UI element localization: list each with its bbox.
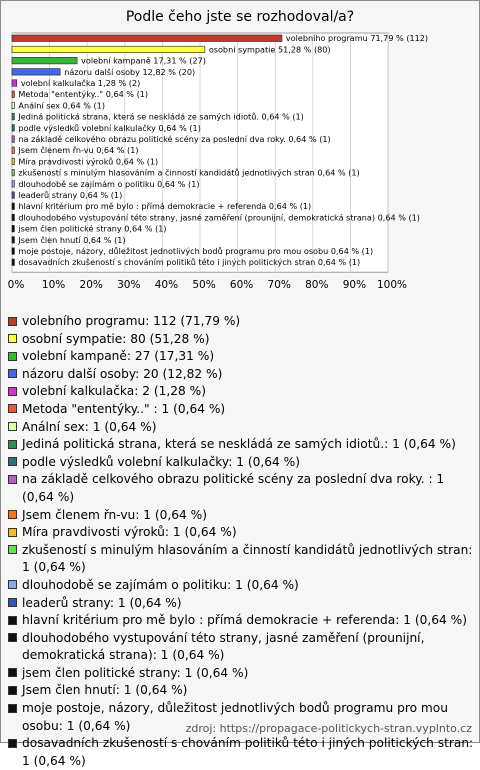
legend-item	[8, 595, 474, 613]
legend-label: na základě celkového obrazu politické scény za poslední dva roky. : 1 (0,64 %)	[22, 472, 445, 504]
legend-label: Metoda "ententýky.." : 1 (0,64 %)	[22, 401, 226, 416]
x-tick-label: 80%	[305, 279, 329, 292]
bar	[12, 214, 14, 221]
x-tick-label: 10%	[41, 279, 66, 292]
legend-label: osobní sympatie: 80 (51,28 %)	[22, 331, 210, 346]
legend-swatch	[8, 510, 17, 519]
legend-swatch	[8, 475, 17, 484]
legend-swatch	[8, 404, 17, 413]
bar	[12, 46, 205, 53]
bar-label: moje postoje, názory, důležitost jednotlivých bodů programu pro mou osobu 0,64 % (1)	[18, 246, 374, 256]
legend-label: leaderů strany: 1 (0,64 %)	[22, 595, 182, 610]
legend-swatch	[8, 422, 17, 431]
x-tick-label: 20%	[79, 279, 103, 292]
x-tick-label: 30%	[117, 279, 141, 292]
legend-swatch	[8, 580, 17, 589]
legend-item	[8, 383, 474, 401]
bar	[12, 248, 14, 255]
bar	[12, 125, 14, 132]
legend-swatch	[8, 352, 17, 361]
legend-item	[8, 401, 474, 419]
bar	[12, 169, 14, 176]
bar-label: Anální sex 0,64 % (1)	[18, 100, 105, 111]
bar	[12, 57, 77, 64]
bar-label: Jsem člen hnutí 0,64 % (1)	[18, 234, 126, 245]
legend-item	[8, 436, 474, 454]
x-tick-label: 90%	[342, 279, 367, 292]
legend-item	[8, 577, 474, 595]
legend-item	[8, 366, 474, 384]
legend-item	[8, 735, 474, 770]
bar-label: zkušeností s minulým hlasováním a činností kandidátů jednotlivých stran 0,64 % (1)	[18, 167, 360, 178]
bar	[12, 259, 14, 266]
bar-chart-plot	[0, 0, 480, 310]
legend-label: dosavadních zkušeností s chováním politiků této i jiných politických stran: 1 (0,64 %)	[22, 736, 474, 768]
legend-label: moje postoje, názory, důležitost jednotlivých bodů programu pro mou osobu: 1 (0,64 %)	[22, 701, 448, 733]
bar	[12, 102, 14, 109]
legend-item	[8, 542, 474, 577]
legend-item	[8, 313, 474, 331]
x-tick-label: 0%	[7, 279, 25, 292]
legend-swatch	[8, 457, 17, 466]
legend-label: volební kalkulačka: 2 (1,28 %)	[22, 384, 206, 399]
bar-label: Jediná politická strana, která se neskládá ze samých idiotů. 0,64 % (1)	[18, 111, 304, 122]
bar-label: názoru další osoby 12,82 % (20)	[64, 66, 196, 77]
bar-label: leaderů strany 0,64 % (1)	[18, 190, 123, 200]
legend-swatch	[8, 528, 17, 537]
legend-label: názoru další osoby: 20 (12,82 %)	[22, 366, 223, 381]
bar-label: volební kampaně 17,31 % (27)	[81, 55, 206, 66]
legend-swatch	[8, 545, 17, 554]
bar-label: hlavní kritérium pro mě bylo : přímá demokracie + referenda 0,64 % (1)	[18, 201, 312, 212]
legend-label: dlouhodobého vystupování této strany, jasné zaměření (prounijní, demokratická strana): 1 (0,64 %)	[22, 630, 425, 663]
legend-swatch	[8, 616, 17, 625]
bar	[12, 69, 60, 76]
bar	[12, 181, 14, 188]
legend-swatch	[8, 387, 17, 396]
x-tick-label: 40%	[154, 279, 179, 292]
legend-label: volebního programu: 112 (71,79 %)	[22, 314, 241, 328]
legend-swatch	[8, 598, 17, 607]
legend-label: Jsem člen hnutí: 1 (0,64 %)	[22, 683, 188, 698]
bar-label: jsem člen politické strany 0,64 % (1)	[18, 223, 167, 234]
legend-item	[8, 524, 474, 542]
legend-swatch	[8, 334, 17, 343]
legend-label: volební kampaně: 27 (17,31 %)	[22, 349, 215, 364]
bar	[12, 147, 14, 154]
bar	[12, 91, 14, 98]
legend-swatch	[8, 739, 17, 748]
bar-label: osobní sympatie 51,28 % (80)	[208, 44, 331, 55]
bar	[12, 237, 14, 244]
legend-label: hlavní kritérium pro mě bylo : přímá demokracie + referenda: 1 (0,64 %)	[22, 613, 467, 628]
bar	[12, 136, 14, 143]
legend-label: Anální sex: 1 (0,64 %)	[22, 419, 157, 434]
legend-item	[8, 682, 474, 700]
bar-label: dosavadních zkušeností s chováním politiků této i jiných politických stran 0,64 % (1)	[18, 257, 361, 268]
legend-label: Jediná politická strana, která se neskládá ze samých idiotů.: 1 (0,64 %)	[22, 437, 456, 452]
legend-item	[8, 331, 474, 349]
legend-item	[8, 665, 474, 683]
x-tick-label: 50%	[192, 279, 216, 292]
bar	[12, 192, 14, 199]
legend-item	[8, 348, 474, 366]
source-note: zdroj: https://propagace-politickych-stran.vyplnto.cz	[185, 722, 472, 735]
legend-swatch	[8, 633, 17, 642]
chart-title: Podle čeho jste se rozhodoval/a?	[125, 9, 355, 25]
bar	[12, 225, 14, 232]
bar-label: na základě celkového obrazu politické scény za poslední dva roky. 0,64 % (1)	[18, 134, 331, 144]
legend-label: Jsem členem řn-vu: 1 (0,64 %)	[22, 507, 207, 522]
bar	[12, 113, 14, 120]
legend-swatch	[8, 704, 17, 713]
bar-label: volebního programu 71,79 % (112)	[285, 33, 429, 44]
legend-label: zkušeností s minulým hlasováním a činností kandidátů jednotlivých stran: 1 (0,64 %)	[22, 542, 473, 575]
legend-item	[8, 612, 474, 630]
bar-label: podle výsledků volební kalkulačky 0,64 % (1)	[18, 122, 201, 133]
legend-item	[8, 507, 474, 525]
legend-label: Míra pravdivosti výroků: 1 (0,64 %)	[22, 525, 237, 540]
legend-swatch	[8, 369, 17, 378]
legend-swatch	[8, 686, 17, 695]
legend-item	[8, 419, 474, 437]
legend-item	[8, 454, 474, 472]
legend-swatch	[8, 668, 17, 677]
legend-label: podle výsledků volební kalkulačky: 1 (0,64 %)	[22, 454, 300, 469]
bar-label: Metoda "ententýky.." 0,64 % (1)	[18, 89, 149, 100]
legend-item	[8, 471, 474, 506]
x-tick-label: 70%	[267, 279, 291, 292]
bar	[12, 35, 282, 42]
bar	[12, 158, 14, 165]
bar-label: dlouhodobého vystupování této strany, jasné zaměření (prounijní, demokratická strana) 0,64 % (1)	[18, 212, 420, 223]
bar-label: volební kalkulačka 1,28 % (2)	[20, 78, 141, 88]
x-tick-label: 100%	[376, 279, 408, 292]
legend-label: dlouhodobě se zajímám o politiku: 1 (0,64 %)	[22, 577, 299, 592]
bar	[12, 203, 14, 210]
bar-label: dlouhodobě se zajímám o politiku 0,64 % (1)	[18, 178, 200, 189]
bar	[12, 80, 17, 87]
legend-item	[8, 630, 474, 665]
bar-label: Míra pravdivosti výroků 0,64 % (1)	[18, 156, 159, 167]
legend-swatch	[8, 440, 17, 449]
x-tick-label: 60%	[229, 279, 254, 292]
legend-swatch	[8, 317, 17, 326]
chart-legend	[8, 313, 474, 770]
legend-label: jsem člen politické strany: 1 (0,64 %)	[22, 665, 249, 680]
bar-label: Jsem členem řn-vu 0,64 % (1)	[18, 145, 139, 156]
